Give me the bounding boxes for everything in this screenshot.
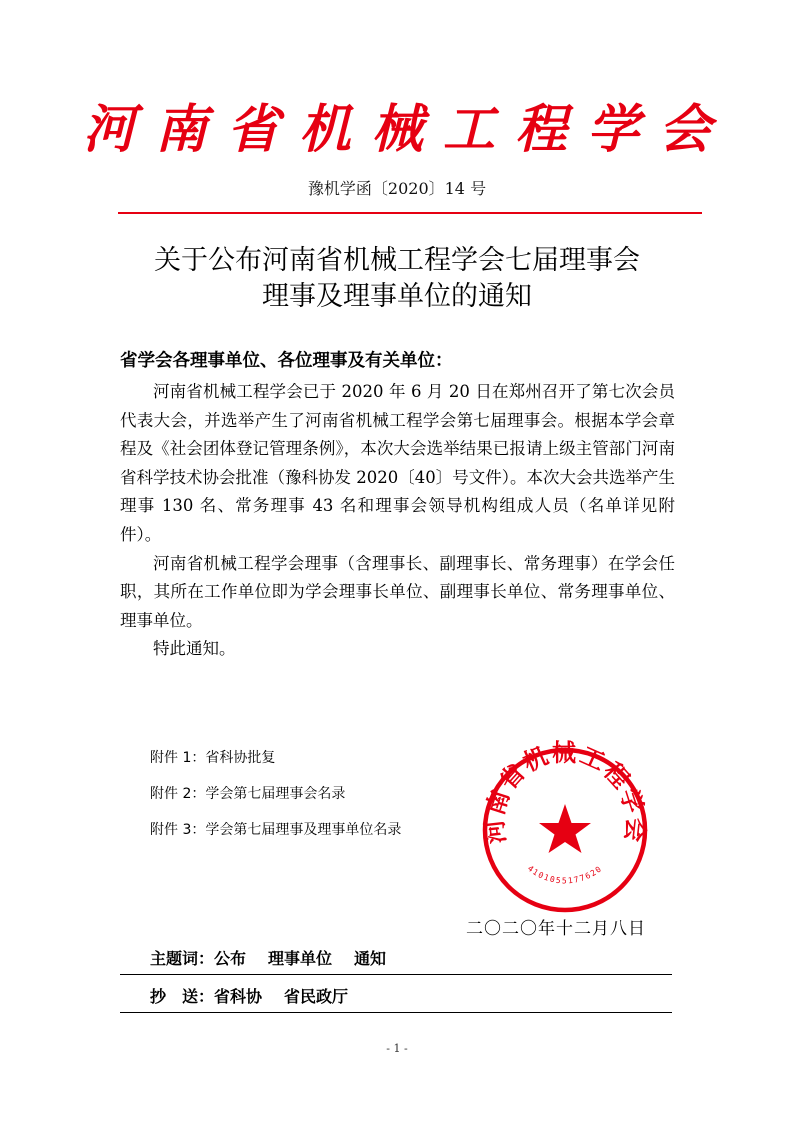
- document-number: 豫机学函〔2020〕14 号: [307, 179, 487, 198]
- footer-divider: [120, 1012, 672, 1013]
- document-title-line-2: 理事及理事单位的通知: [262, 281, 532, 312]
- attachment-item: 附件 1：省科协批复: [150, 750, 276, 766]
- footer-divider: [120, 974, 672, 975]
- keywords-line: [150, 946, 386, 969]
- seal-text: 河南省机械工程学会: [480, 738, 650, 846]
- cc-line: [150, 984, 348, 1007]
- attachment-item: 附件 3：学会第七届理事及理事单位名录: [150, 822, 402, 838]
- issue-date: 二〇二〇年十二月八日: [466, 919, 646, 939]
- salutation: 省学会各理事单位、各位理事及有关单位：: [120, 351, 453, 371]
- keyword: 理事单位: [268, 949, 333, 968]
- seal-code: 4101055177620: [525, 863, 605, 886]
- keywords-label: 主题词：: [150, 949, 215, 968]
- body-paragraph-2: 河南省机械工程学会理事（含理事长、副理事长、常务理事）在学会任职，其所在工作单位即为学会理事长单位、副理事长单位、常务理事单位、理事单位。: [120, 553, 675, 630]
- body-text: [120, 378, 675, 664]
- body-paragraph-3: 特此通知。: [153, 639, 236, 659]
- keyword: 公布: [214, 949, 247, 968]
- page-number: - 1 -: [386, 1042, 408, 1055]
- cc-label: 抄 送：: [150, 987, 215, 1006]
- cc-recipient: 省科协: [214, 987, 263, 1006]
- document-title-line-1: 关于公布河南省机械工程学会七届理事会: [154, 245, 640, 276]
- organization-title: 河南省机械工程学会: [82, 99, 731, 160]
- keyword: 通知: [354, 949, 387, 968]
- attachment-item: 附件 2：学会第七届理事会名录: [150, 786, 346, 802]
- seal-star-icon: [539, 804, 591, 853]
- cc-recipient: 省民政厅: [284, 987, 349, 1006]
- body-paragraph-1: 河南省机械工程学会已于 2020 年 6 月 20 日在郑州召开了第七次会员代表大会，并选举产生了河南省机械工程学会第七届理事会。根据本学会章程及《社会团体登记管理条例》，本次大会选举结果已报请上级主管部门河南省科学技术协会批准（豫科协发 2020〔40〕号文件）。本次大会共选举产生理事 130 名、常务理事 43 名和理事会领导机构组成人员（名单详见附件）。: [120, 382, 675, 544]
- red-divider: [118, 212, 702, 214]
- attachment-list: [150, 746, 401, 854]
- official-seal: [480, 730, 650, 920]
